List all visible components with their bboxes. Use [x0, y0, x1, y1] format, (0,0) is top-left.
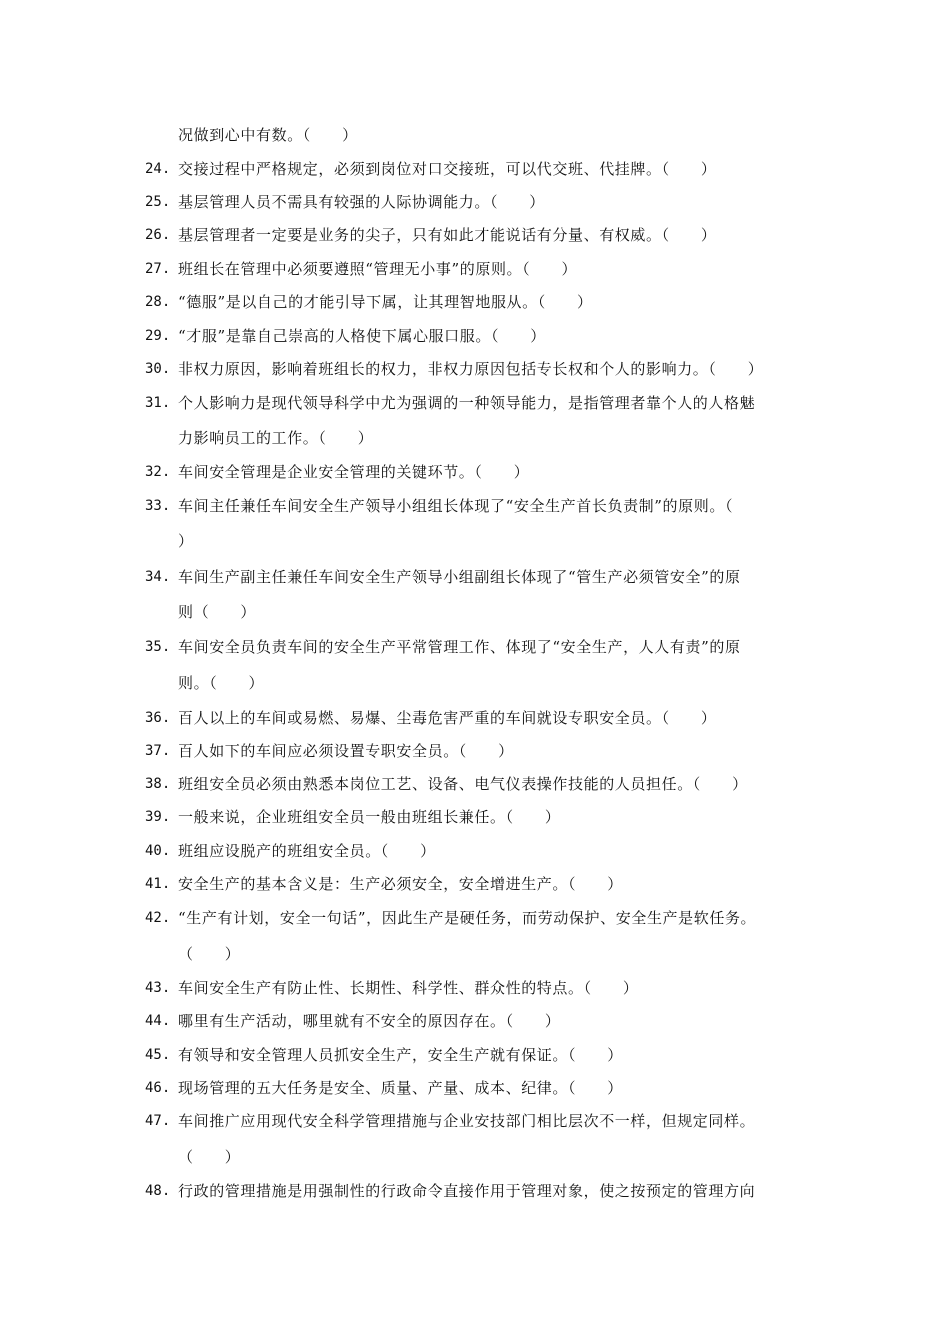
question-number: 48. — [145, 1183, 171, 1199]
question-number: 40. — [145, 843, 171, 859]
question-number: 35. — [145, 639, 171, 655]
question-text: 车间安全管理是企业安全管理的关键环节。（ ） — [178, 463, 530, 481]
question-text: 班组安全员必须由熟悉本岗位工艺、设备、电气仪表操作技能的人员担任。（ ） — [178, 775, 748, 793]
question-text-continued: （ ） — [178, 945, 241, 963]
question-text: 班组长在管理中必须要遵照“管理无小事”的原则。（ ） — [178, 260, 578, 278]
question-text: 非权力原因，影响着班组长的权力，非权力原因包括专长权和个人的影响力。（ ） — [178, 360, 764, 378]
question-text: “德服”是以自己的才能引导下属，让其理智地服从。（ ） — [178, 293, 593, 311]
question-text: 基层管理者一定要是业务的尖子，只有如此才能说话有分量、有权威。（ ） — [178, 226, 717, 244]
question-number: 24. — [145, 161, 171, 177]
question-text-continued: 况做到心中有数。（ ） — [178, 126, 358, 144]
question-text: 百人以上的车间或易燃、易爆、尘毒危害严重的车间就设专职安全员。（ ） — [178, 709, 717, 727]
question-text-continued: 则（ ） — [178, 603, 257, 621]
question-number: 37. — [145, 743, 171, 759]
question-text: 有领导和安全管理人员抓安全生产，安全生产就有保证。（ ） — [178, 1046, 623, 1064]
question-text: 车间推广应用现代安全科学管理措施与企业安技部门相比层次不一样，但规定同样。 — [178, 1112, 756, 1130]
question-number: 44. — [145, 1013, 171, 1029]
question-number: 32. — [145, 464, 171, 480]
question-text: 哪里有生产活动，哪里就有不安全的原因存在。（ ） — [178, 1012, 561, 1030]
question-number: 38. — [145, 776, 171, 792]
question-number: 34. — [145, 569, 171, 585]
question-number: 39. — [145, 809, 171, 825]
question-number: 33. — [145, 498, 171, 514]
question-number: 28. — [145, 294, 171, 310]
question-number: 26. — [145, 227, 171, 243]
question-number: 41. — [145, 876, 171, 892]
question-text: 车间安全员负责车间的安全生产平常管理工作、体现了“安全生产，人人有责”的原 — [178, 638, 741, 656]
question-number: 30. — [145, 361, 171, 377]
question-text-continued: ） — [178, 532, 194, 550]
question-number: 31. — [145, 395, 171, 411]
question-text: 现场管理的五大任务是安全、质量、产量、成本、纪律。（ ） — [178, 1079, 623, 1097]
question-number: 45. — [145, 1047, 171, 1063]
question-text: 安全生产的基本含义是：生产必须安全，安全增进生产。（ ） — [178, 875, 623, 893]
question-text: 行政的管理措施是用强制性的行政命令直接作用于管理对象，使之按预定的管理方向 — [178, 1182, 756, 1200]
question-text: 交接过程中严格规定，必须到岗位对口交接班，可以代交班、代挂牌。（ ） — [178, 160, 717, 178]
question-text-continued: （ ） — [178, 1148, 241, 1166]
question-number: 47. — [145, 1113, 171, 1129]
question-number: 42. — [145, 910, 171, 926]
question-text: “才服”是靠自己崇高的人格使下属心服口服。（ ） — [178, 327, 546, 345]
question-text: 车间主任兼任车间安全生产领导小组组长体现了“安全生产首长负责制”的原则。（ — [178, 497, 734, 515]
question-text: 个人影响力是现代领导科学中尤为强调的一种领导能力，是指管理者靠个人的人格魅 — [178, 394, 756, 412]
question-text-continued: 则。（ ） — [178, 674, 265, 692]
question-text: “生产有计划，安全一句话”，因此生产是硬任务，而劳动保护、安全生产是软任务。 — [178, 909, 757, 927]
question-number: 46. — [145, 1080, 171, 1096]
question-number: 29. — [145, 328, 171, 344]
question-number: 43. — [145, 980, 171, 996]
question-number: 27. — [145, 261, 171, 277]
question-text: 班组应设脱产的班组安全员。（ ） — [178, 842, 436, 860]
question-number: 25. — [145, 194, 171, 210]
question-text: 一般来说，企业班组安全员一般由班组长兼任。（ ） — [178, 808, 561, 826]
question-number: 36. — [145, 710, 171, 726]
question-text: 百人如下的车间应必须设置专职安全员。（ ） — [178, 742, 514, 760]
question-text: 车间安全生产有防止性、长期性、科学性、群众性的特点。（ ） — [178, 979, 639, 997]
question-text: 基层管理人员不需具有较强的人际协调能力。（ ） — [178, 193, 545, 211]
question-text-continued: 力影响员工的工作。（ ） — [178, 429, 374, 447]
question-text: 车间生产副主任兼任车间安全生产领导小组副组长体现了“管生产必须管安全”的原 — [178, 568, 741, 586]
